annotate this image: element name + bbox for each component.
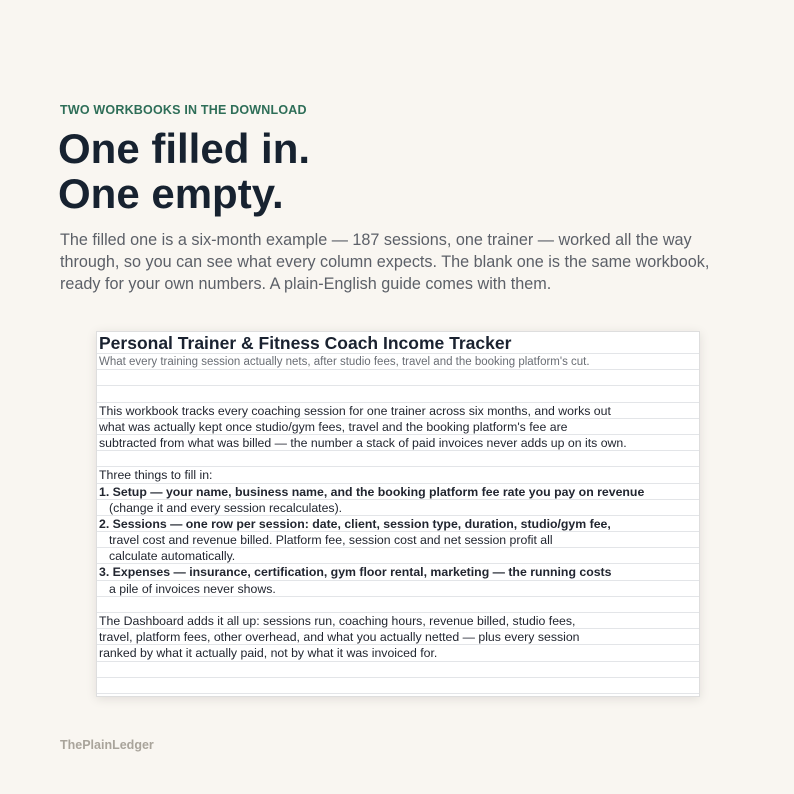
sheet-row — [97, 370, 699, 386]
headline-line-1: One filled in. — [58, 125, 311, 172]
sheet-row: 2. Sessions — one row per session: date, client, session type, duration, studio/gym fee, — [97, 516, 699, 532]
sheet-row: travel, platform fees, other overhead, and what you actually netted — plus every session — [97, 629, 699, 645]
sheet-row: Three things to fill in: — [97, 467, 699, 483]
sheet-row: travel cost and revenue billed. Platform fee, session cost and net session profit all — [97, 532, 699, 548]
sheet-row: (change it and every session recalculates). — [97, 500, 699, 516]
sheet-row — [97, 678, 699, 694]
sheet-row: 3. Expenses — insurance, certification, gym floor rental, marketing — the running costs — [97, 564, 699, 580]
sheet-row: calculate automatically. — [97, 548, 699, 564]
sheet-subtitle: What every training session actually nets, after studio fees, travel and the booking platform's cut. — [97, 354, 699, 370]
brand-name: ThePlainLedger — [60, 738, 154, 752]
headline-line-2: One empty. — [58, 170, 284, 217]
sheet-row: subtracted from what was billed — the number a stack of paid invoices never adds up on its own. — [97, 435, 699, 451]
sheet-row: a pile of invoices never shows. — [97, 581, 699, 597]
sheet-row: This workbook tracks every coaching session for one trainer across six months, and works out — [97, 403, 699, 419]
sheet-row — [97, 451, 699, 467]
sheet-row — [97, 597, 699, 613]
eyebrow-label: TWO WORKBOOKS IN THE DOWNLOAD — [60, 103, 307, 117]
sheet-row: 1. Setup — your name, business name, and the booking platform fee rate you pay on revenue — [97, 484, 699, 500]
sheet-row — [97, 662, 699, 678]
sheet-title: Personal Trainer & Fitness Coach Income Tracker — [97, 332, 699, 354]
spreadsheet-preview — [96, 331, 700, 697]
headline — [58, 126, 310, 216]
sheet-row: what was actually kept once studio/gym fees, travel and the booking platform's fee are — [97, 419, 699, 435]
sheet-row: The Dashboard adds it all up: sessions run, coaching hours, revenue billed, studio fees, — [97, 613, 699, 629]
sheet-rows — [97, 370, 699, 694]
sheet-row — [97, 386, 699, 402]
lede-paragraph: The filled one is a six-month example — 187 sessions, one trainer — worked all the way through, so you can see what every column expects. The blank one is the same workbook, ready for your own numbers. A plain-English guide comes with them. — [60, 231, 710, 293]
sheet-row: ranked by what it actually paid, not by what it was invoiced for. — [97, 645, 699, 661]
